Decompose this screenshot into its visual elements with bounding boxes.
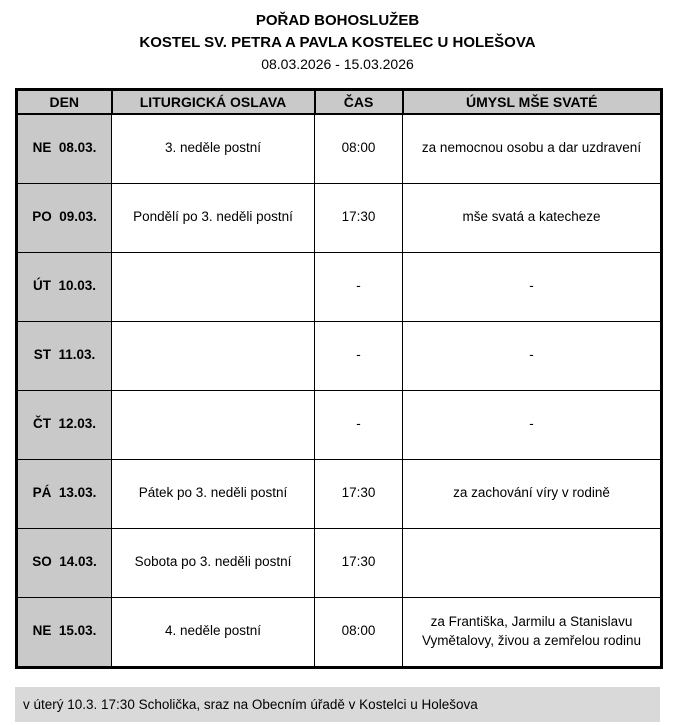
time-cell: - — [315, 321, 403, 390]
time-cell: 17:30 — [315, 183, 403, 252]
table-header-row — [17, 89, 662, 114]
day-cell: NE 15.03. — [17, 597, 112, 667]
schedule-body — [17, 114, 662, 668]
time-cell: 17:30 — [315, 528, 403, 597]
time-cell: 08:00 — [315, 597, 403, 667]
day-cell: NE 08.03. — [17, 114, 112, 184]
col-header-umysl-mse-svate: ÚMYSL MŠE SVATÉ — [403, 89, 662, 114]
day-cell: PÁ 13.03. — [17, 459, 112, 528]
time-cell: - — [315, 252, 403, 321]
celebration-cell: 4. neděle postní — [112, 597, 315, 667]
celebration-cell: Pondělí po 3. neděli postní — [112, 183, 315, 252]
table-row — [17, 252, 662, 321]
intention-cell: - — [403, 390, 662, 459]
intention-cell: za zachování víry v rodině — [403, 459, 662, 528]
time-cell: 08:00 — [315, 114, 403, 184]
day-cell: SO 14.03. — [17, 528, 112, 597]
day-cell: PO 09.03. — [17, 183, 112, 252]
footer-note: v úterý 10.3. 17:30 Scholička, sraz na Obecním úřadě v Kostelci u Holešova — [15, 687, 660, 722]
document-header — [15, 10, 660, 75]
day-cell: ST 11.03. — [17, 321, 112, 390]
intention-cell: za Františka, Jarmilu a Stanislavu Vymětalovy, živou a zemřelou rodinu — [403, 597, 662, 667]
day-cell: ÚT 10.03. — [17, 252, 112, 321]
celebration-cell — [112, 252, 315, 321]
table-row — [17, 183, 662, 252]
date-range: 08.03.2026 - 15.03.2026 — [261, 55, 414, 72]
celebration-cell: 3. neděle postní — [112, 114, 315, 184]
page-subtitle: KOSTEL SV. PETRA A PAVLA KOSTELEC U HOLEŠOVA — [139, 33, 536, 51]
day-cell: ČT 12.03. — [17, 390, 112, 459]
intention-cell — [403, 528, 662, 597]
table-row — [17, 528, 662, 597]
col-header-cas: ČAS — [315, 89, 403, 114]
intention-cell: mše svatá a katecheze — [403, 183, 662, 252]
table-row — [17, 459, 662, 528]
celebration-cell: Pátek po 3. neděli postní — [112, 459, 315, 528]
table-row — [17, 390, 662, 459]
schedule-table — [15, 88, 663, 669]
intention-cell: za nemocnou osobu a dar uzdravení — [403, 114, 662, 184]
table-row — [17, 321, 662, 390]
table-row — [17, 114, 662, 184]
intention-cell: - — [403, 252, 662, 321]
intention-cell: - — [403, 321, 662, 390]
col-header-liturgicka-oslava: LITURGICKÁ OSLAVA — [112, 89, 315, 114]
celebration-cell — [112, 321, 315, 390]
col-header-den: DEN — [17, 89, 112, 114]
celebration-cell: Sobota po 3. neděli postní — [112, 528, 315, 597]
time-cell: 17:30 — [315, 459, 403, 528]
table-row — [17, 597, 662, 667]
page-title: POŘAD BOHOSLUŽEB — [255, 12, 420, 29]
time-cell: - — [315, 390, 403, 459]
celebration-cell — [112, 390, 315, 459]
